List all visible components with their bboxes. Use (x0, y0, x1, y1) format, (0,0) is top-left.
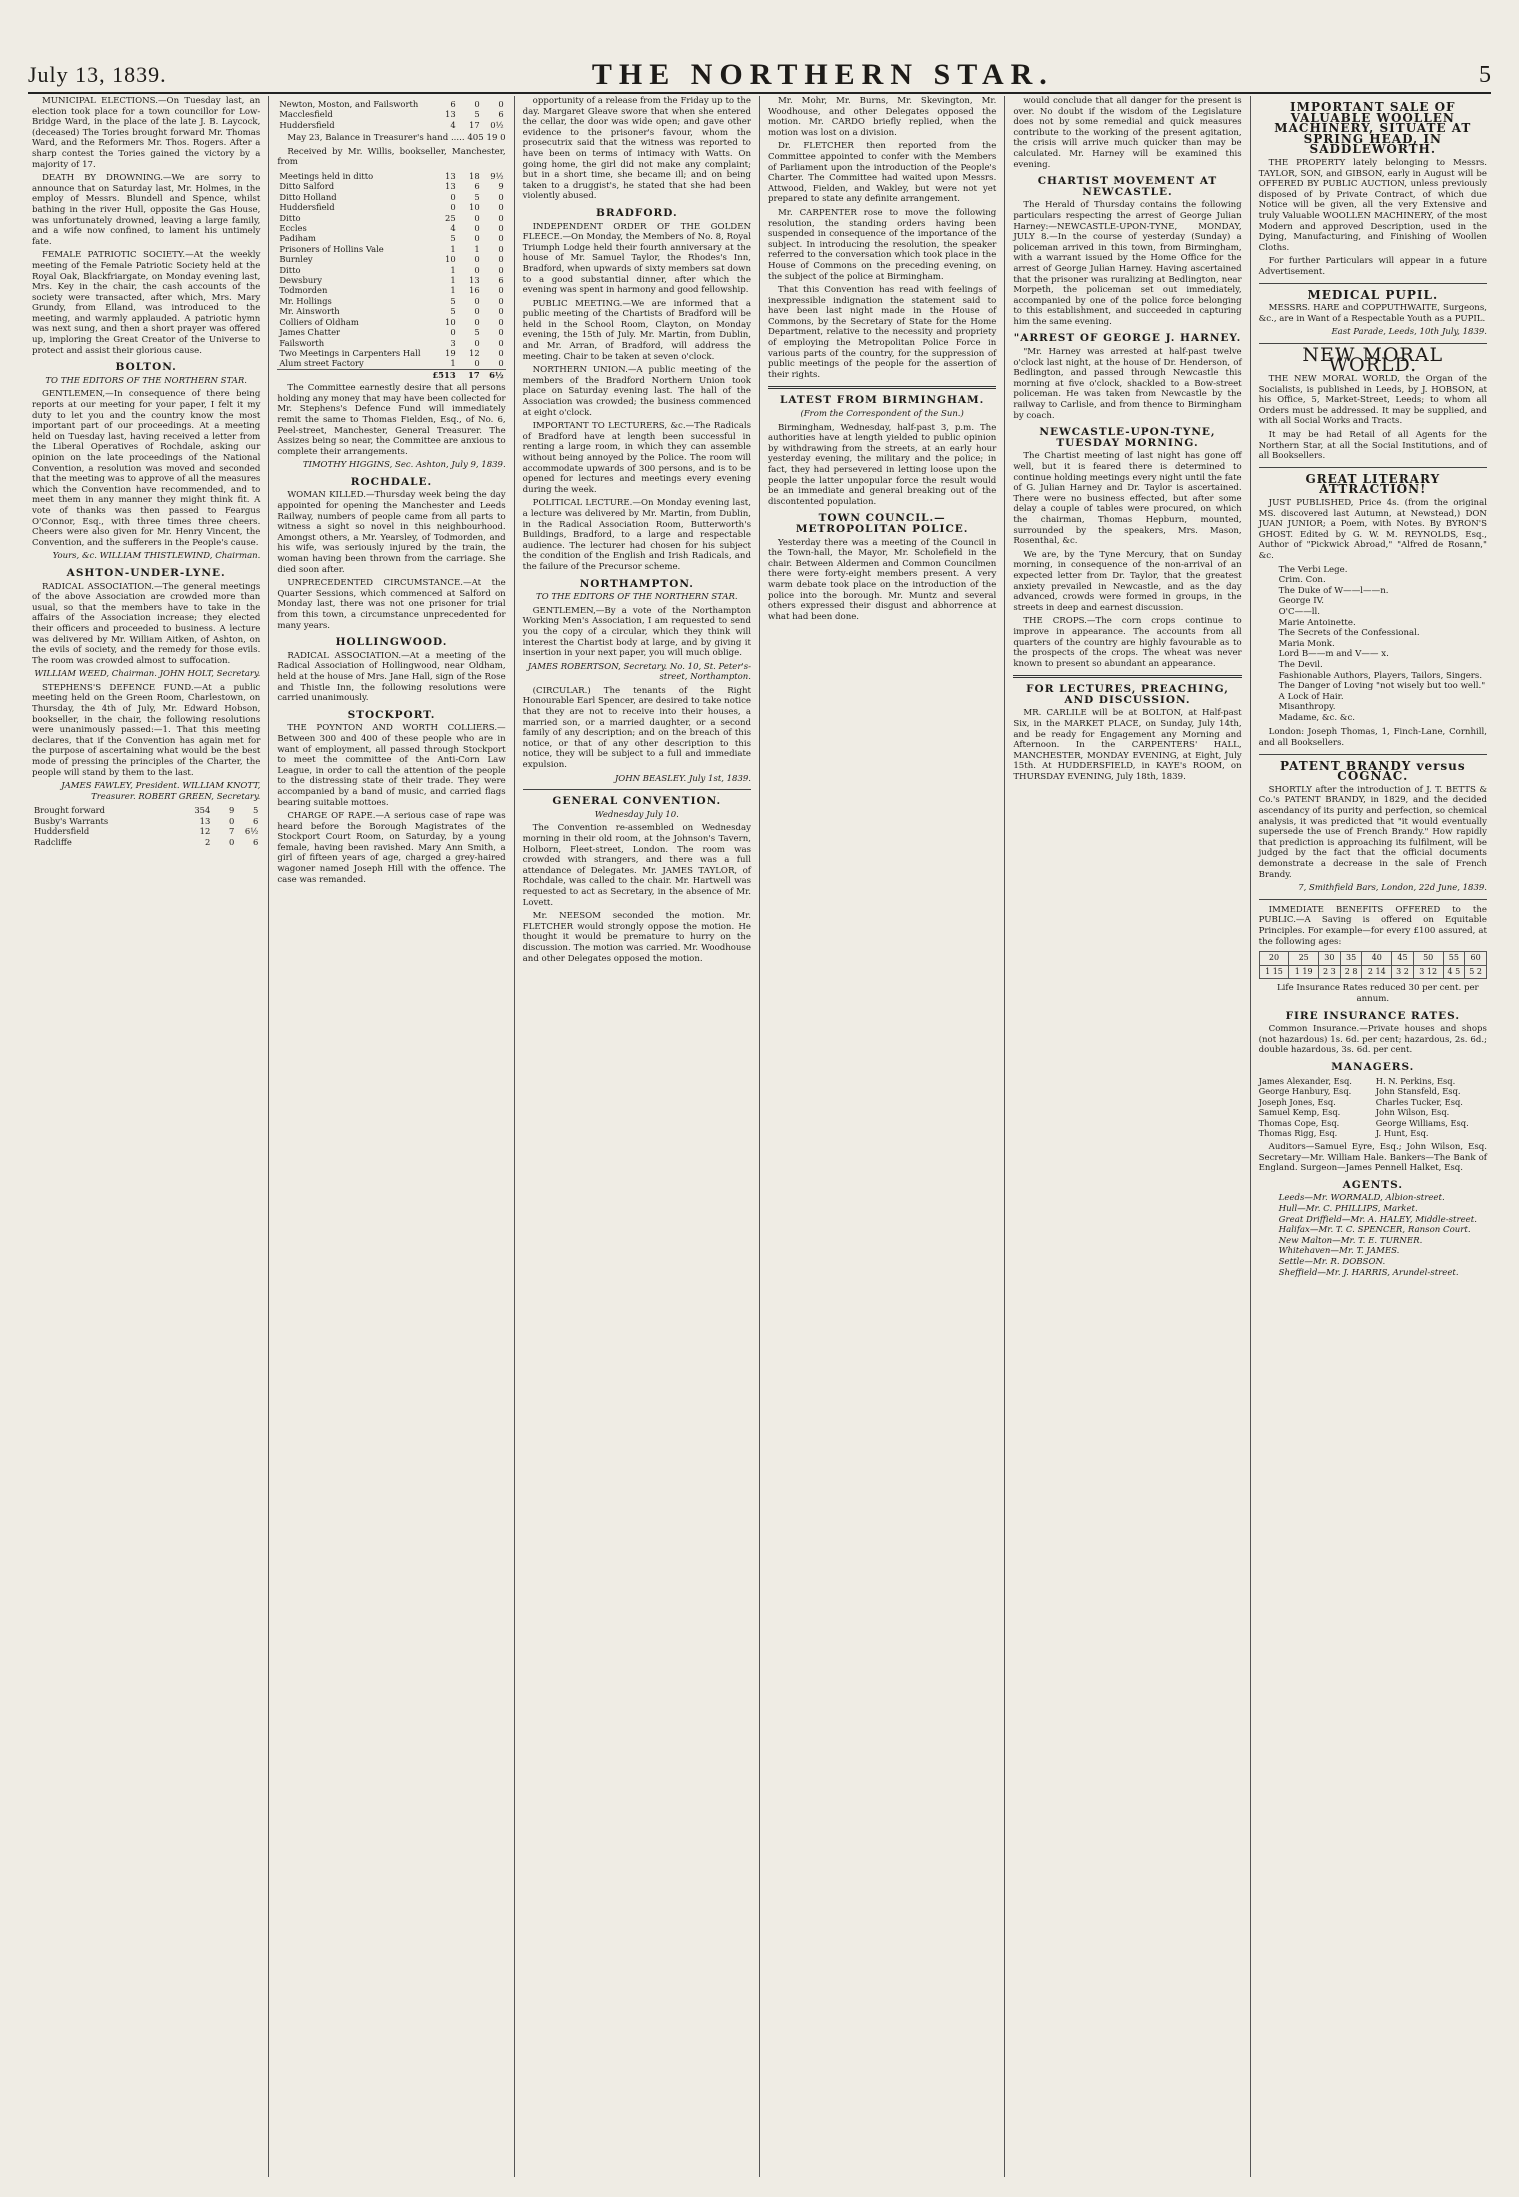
article-golden-fleece: INDEPENDENT ORDER OF THE GOLDEN FLEECE.—On Monday, the Members of No. 8, Royal Triumph Lodge held their fourth anniversary at the house of Mr. Samuel Taylor, the Rhodes's Inn, Bradford, when upwards of sixty members sat down to a good substantial dinner, after which the evening was spent in harmony and good fellowship. (522, 221, 751, 296)
ad-literary-contents (1279, 565, 1487, 724)
divider (1013, 675, 1241, 678)
article-carpenter: Mr. CARPENTER rose to move the following resolution, the standing orders having been suspended in consequence of the importance of the subject. In introducing the resolution, the speaker referred to the conversation which took place in the House of Commons on the preceding evening, on the subject of the police at Birmingham. (767, 207, 997, 282)
list-item: Madame, &c. &c. (1278, 712, 1356, 723)
divider (1259, 754, 1487, 755)
ledger-row: Ditto 1 0 0 (279, 264, 504, 275)
ledger-table-1 (32, 805, 260, 847)
list-item: Great Driffield—Mr. A. HALEY, Middle-street. (1278, 1214, 1477, 1225)
ad-brandy-address: 7, Smithfield Bars, London, 22d June, 1839. (1298, 883, 1487, 894)
article-birmingham: Birmingham, Wednesday, half-past 3, p.m. The authorities have at length yielded to public opinion by withdrawing from the streets, at an early hour yesterday evening, the military and the police; in fact, they had persevered in letting loose upon the people the latter unpopular force the result would be an immediate and general breaking out of the discontented population. (767, 422, 997, 507)
list-item: Samuel Kemp, Esq. (1258, 1107, 1341, 1118)
article-ashton: RADICAL ASSOCIATION.—The general meetings of the above Association are crowded more than usual, so that the members have to take in the affairs of the Association increase; they elected their officers and proceeded to business. A lecture was delivered by Mr. William Aitken, of Ashton, on the evils of society, and the remedy for those evils. The room was crowded almost to suffocation. (32, 581, 261, 666)
managers-list (1259, 1076, 1487, 1140)
list-item: Lord B——m and V—— x. (1278, 649, 1389, 660)
insurance-rates-table (1259, 951, 1487, 979)
ad-brandy-body: SHORTLY after the introduction of J. T. BETTS & Co.'s PATENT BRANDY, in 1829, and the decided ascendancy of its purity and perfection, so chemical analysis, it was predicted that "it would eventually supersede the use of French Brandy." How rapidly that prediction is approaching its fulfilment, will be judged by the fact that the official documents demonstrate a decrease in the sale of French Brandy. (1258, 784, 1487, 880)
column-6 (1251, 96, 1495, 2177)
subheading-bolton: TO THE EDITORS OF THE NORTHERN STAR. (45, 375, 247, 386)
article-chartist-movement: The Herald of Thursday contains the following particulars respecting the arrest of George Julian Harney:—NEWCASTLE-UPON-TYNE, MONDAY, JULY 8.—In the course of yesterday (Sunday) a policeman arrived in this town, from Birmingham, with a warrant issued by the Home Office for the arrest of George Julian Harney. Having ascertained that the prisoner was ruralizing at Bedlington, near Morpeth, the policeman set out immediately, accompanied by one of the police force belonging to this establishment, and succeeded in capturing him the same evening. (1013, 200, 1242, 327)
article-arrest: "Mr. Harney was arrested at half-past twelve o'clock last night, at the house of Dr. Henderson, of Bedlington, and passed through Newcastle this morning at five o'clock, shackled to a Bow-street policeman. He was taken from Newcastle by the railway to Carlisle, and from thence to Birmingham by coach. (1013, 347, 1242, 421)
ledger-row: Todmorden 1 16 0 (279, 285, 504, 296)
ledger-row: Ditto 25 0 0 (279, 212, 504, 223)
ad-pupil-address: East Parade, Leeds, 10th July, 1839. (1331, 327, 1487, 338)
list-item: John Stansfeld, Esq. (1375, 1086, 1461, 1097)
signature-committee: TIMOTHY HIGGINS, Sec. Ashton, July 9, 1839. (302, 460, 506, 471)
list-item: J. Hunt, Esq. (1375, 1128, 1429, 1139)
article-fletcher: Dr. FLETCHER then reported from the Committee appointed to confer with the Members of Parliament upon the introduction of the People's Charter. The Committee had waited upon Messrs. Attwood, Fielden, and Wakley, but were not yet prepared to state any definite arrangement. (767, 141, 997, 205)
article-bolton: GENTLEMEN,—In consequence of there being reports at our meeting for your paper, I felt it my duty to let you and the country know the most important part of our proceedings. At a meeting held on Tuesday last, having received a letter from the Liberal Operatives of Rochdale, asking our opinion on the late proceedings of the National Convention, a resolution was moved and seconded that the meeting was to approve of all the measures which the Convention have recommended, and to meet them in any manner they might think fit. A vote of thanks was then passed to Feargus O'Connor, Esq., with three times three cheers. Cheers were also given for Mr. Henry Vincent, the Convention, and the sufferers in the People's cause. (32, 389, 261, 548)
signature-ashton: WILLIAM WEED, Chairman. JOHN HOLT, Secretary. (34, 669, 261, 680)
ledger-row: Ditto Holland 0 5 0 (279, 191, 504, 202)
ledger-row: Dewsbury 1 13 6 (279, 275, 504, 286)
heading-hollingwood: HOLLINGWOOD. (335, 636, 448, 649)
ad-insurance-intro: IMMEDIATE BENEFITS OFFERED to the PUBLIC.—A Saving is offered on Equitable Principles. For example—for every £100 assured, at the following ages: (1258, 904, 1487, 947)
ad-sale-title: IMPORTANT SALE OF VALUABLE WOOLLEN MACHINERY, SITUATE AT SPRING HEAD, IN SADDLEWORTH. (1274, 100, 1472, 157)
heading-bolton: BOLTON. (115, 361, 177, 374)
article-political-lecture: POLITICAL LECTURE.—On Monday evening last, a lecture was delivered by Mr. Martin, from Dublin, in the Radical Association Room, Butterworth's Buildings, Bradford, to a large and respectable audience. The lecturer had chosen for his subject the condition of the English and Irish Radicals, and the failure of the Precursor scheme. (522, 498, 751, 572)
list-item: George Hanbury, Esq. (1258, 1086, 1352, 1097)
list-item: Maria Monk. (1278, 638, 1335, 649)
heading-fire-insurance: FIRE INSURANCE RATES. (1285, 1009, 1461, 1022)
ad-literary-body: JUST PUBLISHED, Price 4s. (from the original MS. discovered last Autumn, at Newstead,) DON JUAN JUNIOR; a Poem, with Notes. By BYRON'S GHOST. Edited by G. W. M. REYNOLDS, Esq., Author of "Pickwick Abroad," "Alfred de Rosann," &c. (1258, 498, 1487, 561)
article-crops: THE CROPS.—The corn crops continue to improve in appearance. The accounts from all quarters of the country are highly favourable as to the prospects of the crops. The wheat was never known to present so abundant an appearance. (1013, 616, 1242, 669)
list-item: The Secrets of the Confessional. (1278, 628, 1420, 639)
ledger-row: Failsworth 3 0 0 (279, 337, 504, 348)
heading-newcastle: NEWCASTLE-UPON-TYNE, TUESDAY MORNING. (1039, 426, 1216, 449)
column-5 (1005, 96, 1250, 2177)
article-resolution: That this Convention has read with feelings of inexpressible indignation the statement said to have been last night made in the House of Commons, by the Secretary of State for the Home Department, relative to the necessity and propriety of employing the Metropolitan Police Force in various parts of the country, for the suppression of public meetings of the people for the assertion of their rights. (767, 285, 997, 380)
list-item: George Williams, Esq. (1375, 1117, 1469, 1128)
article-town-council: Yesterday there was a meeting of the Council in the Town-hall, the Mayor, Mr. Scholefield in the chair. Between Aldermen and Common Councilmen there were forty-eight members present. A very warm debate took place on the introduction of the police into the borough. Mr. Muntz and several others expressed their disgust and abhorrence at what had been done. (767, 537, 997, 622)
received-line: Received by Mr. Willis, bookseller, Manchester, from (277, 146, 506, 168)
list-item: Crim. Con. (1278, 575, 1326, 586)
heading-birmingham: LATEST FROM BIRMINGHAM. (779, 394, 985, 407)
article-drowning: DEATH BY DROWNING.—We are sorry to announce that on Saturday last, Mr. Holmes, in the employ of Messrs. Blundell and Spence, whilst bathing in the river Hull, opposite the Gas House, was unfortunately drowned, leaving a large family, and a wife now confined, to lament his untimely fate. (32, 173, 261, 247)
ledger-row: Mr. Ainsworth 5 0 0 (279, 306, 504, 317)
ad-nmw-note: It may be had Retail of all Agents for the Northern Star, at all the Social Institutions, and of all Booksellers. (1258, 430, 1487, 462)
ledger-table-2b (277, 171, 505, 380)
column-4 (760, 96, 1005, 2177)
masthead (28, 58, 1491, 94)
list-item: The Duke of W——l——n. (1278, 585, 1389, 596)
page-number: 5 (1478, 61, 1491, 88)
article-charge: CHARGE OF RAPE.—A serious case of rape was heard before the Borough Magistrates of the Stockport Court Room, on Saturday, by a young female, having been ravished. Mary Ann Smith, a girl of fifteen years of age, charged a grey-haired wagoner named Joseph Hill with the offence. The case was remanded. (277, 811, 506, 885)
divider (523, 789, 751, 790)
ledger-row: Radcliffe 2 0 6 (34, 836, 259, 847)
ledger-row: Brought forward 354 9 5 (34, 805, 259, 816)
signature-stephens: JAMES FAWLEY, President. WILLIAM KNOTT, Treasurer. ROBERT GREEN, Secretary. (61, 781, 261, 802)
article-committee: The Committee earnestly desire that all persons holding any money that may have been collected for Mr. Stephens's Defence Fund will immediately remit the same to Thomas Fielden, Esq., of No. 6, Peel-street, Manchester, General Treasurer. The Assizes being so near, the Committee are anxious to complete their arrangements. (277, 383, 506, 457)
heading-chartist-movement: CHARTIST MOVEMENT AT NEWCASTLE. (1037, 175, 1218, 198)
ledger-row: Two Meetings in Carpenters Hall 19 12 0 (279, 347, 504, 358)
ledger-row: Mr. Hollings 5 0 0 (279, 295, 504, 306)
heading-agents: AGENTS. (1342, 1178, 1403, 1191)
list-item: The Verbi Lege. (1278, 564, 1348, 575)
ad-sale-body: THE PROPERTY lately belonging to Messrs. TAYLOR, SON, and GIBSON, early in August will be OFFERED BY PUBLIC AUCTION, unless previously disposed of by Private Contract, of which due Notice will be given, all the very Extensive and truly Valuable WOOLLEN MACHINERY, of the most Modern and approved Description, used in the Dying, Manufacturing, and Finishing of Woollen Cloths. (1258, 157, 1487, 253)
article-northern-union: NORTHERN UNION.—A public meeting of the members of the Bradford Northern Union took place on Saturday evening last. The hall of the Association was crowded; the business commenced at eight o'clock. (522, 365, 751, 418)
heading-bradford: BRADFORD. (596, 206, 678, 219)
ad-lectures: MR. CARLILE will be at BOLTON, at Half-past Six, in the MARKET PLACE, on Sunday, July 14th, and be ready for Engagement any Morning and Afternoon. In the CARPENTERS' HALL, MANCHESTER, MONDAY EVENING, at Eight, July 15th. At HUDDERSFIELD, in KAYE's ROOM, on THURSDAY EVENING, July 18th, 1839. (1013, 708, 1242, 783)
list-item: John Wilson, Esq. (1375, 1107, 1450, 1118)
ledger-row: Huddersfield 0 10 0 (279, 202, 504, 213)
signature-bolton: Yours, &c. WILLIAM THISTLEWIND, Chairman. (52, 551, 261, 562)
ledger-row: Ditto Salford 13 6 9 (279, 181, 504, 192)
list-item: Whitehaven—Mr. T. JAMES. (1278, 1246, 1400, 1257)
divider (768, 386, 996, 389)
list-item: Leeds—Mr. WORMALD, Albion-street. (1278, 1193, 1445, 1204)
article-hollingwood: RADICAL ASSOCIATION.—At a meeting of the Radical Association of Hollingwood, near Oldham, held at the house of Mrs. Jane Hall, sign of the Rose and Thistle Inn, the following resolutions were carried unanimously. (277, 650, 506, 704)
column-1 (24, 96, 269, 2177)
article-continued: Mr. Mohr, Mr. Burns, Mr. Skevington, Mr. Woodhouse, and other Delegates opposed the motion. Mr. CARDO briefly replied, when the motion was lost on a division. (767, 96, 997, 138)
heading-northampton: NORTHAMPTON. (579, 577, 694, 590)
list-item: A Lock of Hair. (1278, 691, 1344, 702)
subheading-northampton: TO THE EDITORS OF THE NORTHERN STAR. (536, 592, 738, 603)
heading-convention: GENERAL CONVENTION. (552, 795, 722, 808)
ledger-row: Alum street Factory 1 0 0 (279, 358, 504, 369)
article-convention: The Convention re-assembled on Wednesday morning in their old room, at the Johnson's Tavern, Holborn, Fleet-street, London. The room was crowded with strangers, and there was a full attendance of Delegates. Mr. JAMES TAYLOR, of Rochdale, was called to the chair. Mr. Hartwell was requested to act as Secretary, in the absence of Mr. Lovett. (522, 823, 751, 908)
list-item: O'C——ll. (1278, 606, 1321, 617)
ledger-row: Huddersfield 4 17 0½ (279, 119, 504, 130)
column-2 (269, 96, 514, 2177)
list-item: Halifax—Mr. T. C. SPENCER, Ranson Court. (1278, 1225, 1471, 1236)
balance-line: May 23, Balance in Treasurer's hand ..... 405 19 0 (287, 133, 506, 144)
ledger-row: Meetings held in ditto 13 18 9½ (279, 171, 504, 181)
agents-list (1279, 1193, 1487, 1278)
rates-ages-row: 20 25 30 35 40 45 50 55 60 (1259, 952, 1486, 966)
divider (1259, 899, 1487, 900)
divider (1259, 283, 1487, 284)
ledger-row: Prisoners of Hollins Vale 1 1 0 (279, 243, 504, 254)
column-3 (515, 96, 760, 2177)
list-item: Hull—Mr. C. PHILLIPS, Market. (1278, 1204, 1418, 1215)
list-item: New Malton—Mr. T. E. TURNER. (1278, 1235, 1423, 1246)
list-item: Fashionable Authors, Players, Tailors, Singers. (1278, 670, 1483, 681)
article-northampton: GENTLEMEN,—By a vote of the Northampton Working Men's Association, I am requested to send you the copy of a circular, which they think will interest the Chartist body at large, and by giving it insertion in your next paper, you will much oblige. (522, 605, 751, 659)
issue-date: July 13, 1839. (28, 62, 167, 87)
list-item: Thomas Rigg, Esq. (1258, 1128, 1338, 1139)
list-item: George IV. (1278, 596, 1325, 607)
ad-literary-title: GREAT LITERARY ATTRACTION! (1305, 471, 1441, 497)
signature-northampton: JAMES ROBERTSON, Secretary. No. 10, St. Peter's-street, Northampton. (527, 661, 751, 683)
article-stockport: THE POYNTON AND WORTH COLLIERS.—Between 300 and 400 of these people who are in want of employment, all passed through Stockport to meet the committee of the Anti-Corn Law League, in order to call the attention of the people to the distressing state of their trade. They were accompanied by a band of music, and carried flags bearing suitable mottoes. (277, 723, 506, 808)
signature-circular: JOHN BEASLEY. July 1st, 1839. (614, 773, 751, 784)
article-continued: opportunity of a release from the Friday up to the day. Margaret Gleave swore that when she entered the cellar, the door was wide open; and gave other evidence to the prisoner's favour, whom the prosecutrix said that the witness was reported to have been on terms of intimacy with Watts. On going home, the girl did not make any complaint; but in a short time, she became ill; and on being taken to a druggist's, he stated that she had been violently abused. (522, 96, 751, 202)
list-item: The Devil. (1278, 659, 1323, 670)
list-item: Thomas Cope, Esq. (1258, 1117, 1340, 1128)
article-convention-2: Mr. NEESOM seconded the motion. Mr. FLETCHER would strongly oppose the motion. He thought it would be premature to hurry on the discussion. The motion was carried. Mr. Woodhouse and other Delegates opposed the motion. (522, 911, 751, 964)
ad-brandy-title: PATENT BRANDY versus COGNAC. (1279, 758, 1466, 784)
heading-stockport: STOCKPORT. (347, 708, 436, 721)
ad-sale-note: For further Particulars will appear in a future Advertisement. (1258, 256, 1487, 277)
ad-fire-body: Common Insurance.—Private houses and shops (not hazardous) 1s. 6d. per cent; hazardous, 2s. 6d.; double hazardous, 3s. 6d. per cent. (1258, 1024, 1487, 1056)
ad-nmw-title: NEW MORAL WORLD. (1302, 343, 1444, 377)
ad-nmw-body: THE NEW MORAL WORLD, the Organ of the Socialists, is published in Leeds, by J. HOBSON, at his Office, 5, Market-Street, Leeds; to whom all Orders must be addressed. It may be supplied, and with all Social Works and Tracts. (1258, 374, 1487, 427)
article-stephens-fund: STEPHENS'S DEFENCE FUND.—At a public meeting held on the Green Room, Charlestown, on Thursday, the 4th of July, Mr. Edward Hobson, bookseller, in the chair, the following resolutions were unanimously passed:—1. That this meeting declares, that if the Convention has again met for the purpose of ascertaining what would be the best mode of pressing the principles of the Charter, the people will stand by them to the last. (32, 682, 261, 778)
ledger-row: Burnley 10 0 0 (279, 254, 504, 265)
ledger-row: Colliers of Oldham 10 0 0 (279, 316, 504, 327)
list-item: The Danger of Loving "not wisely but too well." (1278, 681, 1486, 692)
heading-lectures: FOR LECTURES, PREACHING, AND DISCUSSION. (1026, 683, 1229, 706)
list-item: James Alexander, Esq. (1258, 1075, 1352, 1086)
ledger-row: Huddersfield 12 7 6½ (34, 826, 259, 837)
ledger-row: Busby's Warrants 13 0 6 (34, 815, 259, 826)
list-item: Settle—Mr. R. DOBSON. (1278, 1257, 1386, 1267)
article-female-patriotic: FEMALE PATRIOTIC SOCIETY.—At the weekly meeting of the Female Patriotic Society held at the Royal Oak, Blackfriargate, on Monday evening last, Mrs. Key in the chair, the cash accounts of the society were transacted, after which, Mrs. Mary Grundy, from Elland, was introduced to the meeting, and warmly applauded. A patriotic hymn was next sung, and then a short prayer was offered up, imploring the Great Creator of the Universe to protect and assist their glorious cause. (32, 250, 261, 356)
ledger-row: Newton, Moston, and Failsworth 6 0 0 (279, 99, 504, 109)
columns (24, 96, 1495, 2177)
list-item: Sheffield—Mr. J. HARRIS, Arundel-street. (1278, 1267, 1459, 1278)
subheading-birmingham: (From the Correspondent of the Sun.) (800, 409, 964, 420)
newspaper-title: THE NORTHERN STAR. (591, 58, 1054, 91)
heading-managers: MANAGERS. (1331, 1060, 1415, 1073)
list-item: Charles Tucker, Esq. (1375, 1096, 1463, 1107)
heading-town-council: TOWN COUNCIL.—METROPOLITAN POLICE. (795, 512, 969, 535)
ledger-total-row: £513 17 6½ (277, 369, 505, 380)
ad-literary-address: London: Joseph Thomas, 1, Finch-Lane, Cornhill, and all Booksellers. (1258, 727, 1487, 749)
article-lecturers: IMPORTANT TO LECTURERS, &c.—The Radicals of Bradford have at length been successful in renting a large room, in which they can assemble without being annoyed by the Police. The room will accommodate upwards of 300 persons, and is to be opened for lectures and meetings every evening during the week. (522, 421, 751, 495)
ledger-table-2a (277, 99, 505, 130)
ledger-row: Eccles 4 0 0 (279, 223, 504, 234)
list-item: Joseph Jones, Esq. (1258, 1096, 1336, 1107)
subheading-convention: Wednesday July 10. (594, 809, 679, 820)
heading-rochdale: ROCHDALE. (350, 475, 433, 488)
article-unprecedented: UNPRECEDENTED CIRCUMSTANCE.—At the Quarter Sessions, which commenced at Salford on Monday last, there was not one prisoner for trial from this town, a circumstance unprecedented for many years. (277, 578, 506, 631)
article-newcastle: The Chartist meeting of last night has gone off well, but it is feared there is determined to continue holding meetings every night until the fate of G. Julian Harney and Dr. Taylor is ascertained. There were no business effected, but after some delay a couple of tables were procured, on which the chairman, Thomas Hepburn, mounted, surrounded by the speakers, Mrs. Mason, Rosenthal, &c. (1013, 451, 1242, 547)
ad-pupil-body: MESSRS. HARE and COPPUTHWAITE, Surgeons, &c., are in Want of a Respectable Youth as a PUPIL. (1258, 303, 1487, 324)
list-item: Marie Antoinette. (1278, 617, 1356, 628)
article-public-meeting: PUBLIC MEETING.—We are informed that a public meeting of the Chartists of Bradford will be held in the School Room, Clayton, on Monday evening, the 15th of July. Mr. Martin, from Dublin, and Mr. Arran, of Bradford, will address the meeting. Chair to be taken at seven o'clock. (522, 298, 751, 362)
ledger-row: James Chatter 0 5 0 (279, 327, 504, 338)
ad-officers: Auditors—Samuel Eyre, Esq.; John Wilson, Esq. Secretary—Mr. William Hale. Bankers—The Bank of England. Surgeon—James Pennell Halket, Esq. (1258, 1142, 1487, 1174)
list-item: H. N. Perkins, Esq. (1375, 1075, 1456, 1086)
article-municipal: MUNICIPAL ELECTIONS.—On Tuesday last, an election took place for a town councillor for Low-Bridge Ward, in the place of the late J. B. Laycock, (deceased) The Tories brought forward Mr. Thomas Ward, and the Reformers Mr. Thos. Rogers. After a sharp contest the Tories gained the victory by a majority of 17. (32, 96, 261, 170)
article-circular: (CIRCULAR.) The tenants of the Right Honourable Earl Spencer, are desired to take notice that they are not to receive into their houses, a married son, or a married daughter, or a second family of any description; and on the breach of this notice, or that of any other description to this notice, they will be subject to a full and immediate expulsion. (522, 685, 751, 771)
heading-ashton: ASHTON-UNDER-LYNE. (66, 566, 226, 579)
ledger-row: Macclesfield 13 5 6 (279, 109, 504, 120)
article-tyne: We are, by the Tyne Mercury, that on Sunday morning, in consequence of the non-arrival of an expected letter from Dr. Taylor, that the greatest anxiety prevailed in Newcastle, and as the day advanced, crowds were formed in groups, in the streets in deep and earnest discussion. (1013, 549, 1242, 613)
ledger-row: Padiham 5 0 0 (279, 233, 504, 244)
heading-arrest: "ARREST OF GEORGE J. HARNEY. (1013, 332, 1242, 345)
divider (1259, 467, 1487, 468)
list-item: Misanthropy. (1278, 702, 1336, 713)
article-continued: would conclude that all danger for the present is over. No doubt if the wisdom of the Legislature does not by some remedial and quick measures contribute to the working of the present agitation, the crisis will arrive much quicker than may be calculated. Mr. Harney will be examined this evening. (1013, 96, 1242, 170)
article-rochdale: WOMAN KILLED.—Thursday week being the day appointed for opening the Manchester and Leeds Railway, numbers of people came from all parts to witness a sight so novel in this neighbourhood. Amongst others, a Mr. Yearsley, of Todmorden, and his wife, was seriously injured by the train, the woman having been thrown from the carriage. She died soon after. (277, 490, 506, 575)
rates-values-row: 1 15 1 19 2 3 2 8 2 14 3 2 3 12 4 5 5 2 (1259, 965, 1486, 979)
ad-pupil-title: MEDICAL PUPIL. (1307, 287, 1439, 302)
rates-note: Life Insurance Rates reduced 30 per cent. per annum. (1276, 983, 1479, 1004)
